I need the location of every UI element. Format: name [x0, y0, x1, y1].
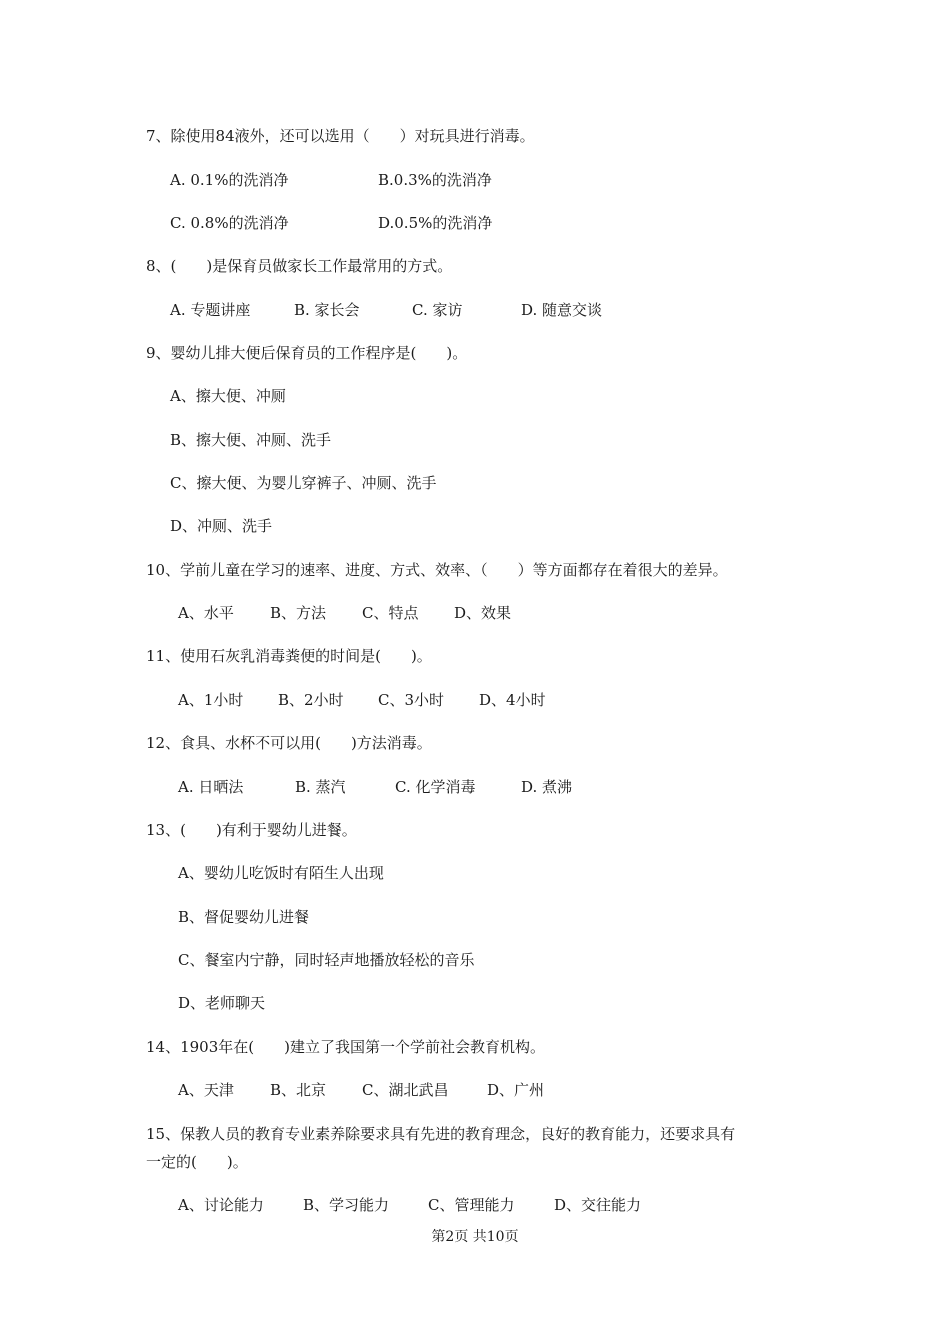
question-12-option-a: A. 日晒法 — [178, 778, 244, 796]
question-9-stem: 9、婴幼儿排大便后保育员的工作程序是( )。 — [146, 344, 468, 362]
question-9-option-c: C、擦大便、为婴儿穿裤子、冲厕、洗手 — [170, 474, 437, 492]
question-11-option-d: D、4小时 — [479, 691, 546, 709]
question-14-option-c: C、湖北武昌 — [362, 1081, 449, 1099]
question-13-stem: 13、( )有利于婴幼儿进餐。 — [146, 821, 357, 839]
question-8-option-c: C. 家访 — [412, 301, 463, 319]
question-9-option-b: B、擦大便、冲厕、洗手 — [170, 431, 332, 449]
question-7-stem: 7、除使用84液外，还可以选用（ ）对玩具进行消毒。 — [146, 127, 535, 145]
question-12-option-c: C. 化学消毒 — [395, 778, 476, 796]
question-8-option-d: D. 随意交谈 — [521, 301, 603, 319]
question-8-option-b: B. 家长会 — [294, 301, 360, 319]
question-15-stem: 15、保教人员的教育专业素养除要求具有先进的教育理念，良好的教育能力，还要求具有 — [146, 1125, 736, 1143]
page-number-footer: 第2页 共10页 — [431, 1229, 519, 1245]
question-7-option-c: C. 0.8%的洗消净 — [170, 214, 289, 232]
question-9-option-a: A、擦大便、冲厕 — [170, 387, 286, 405]
question-9-option-d: D、冲厕、洗手 — [170, 517, 273, 535]
question-7-option-a: A. 0.1%的洗消净 — [170, 171, 289, 189]
question-11-stem: 11、使用石灰乳消毒粪便的时间是( )。 — [146, 647, 432, 665]
question-7-option-b: B.0.3%的洗消净 — [378, 171, 492, 189]
question-11-option-b: B、2小时 — [278, 691, 344, 709]
question-11-option-c: C、3小时 — [378, 691, 445, 709]
question-15-option-d: D、交往能力 — [554, 1196, 642, 1214]
question-13-option-b: B、督促婴幼儿进餐 — [178, 908, 310, 926]
question-15-option-b: B、学习能力 — [303, 1196, 390, 1214]
question-14-option-d: D、广州 — [487, 1081, 545, 1099]
question-12-option-b: B. 蒸汽 — [295, 778, 346, 796]
question-14-option-a: A、天津 — [178, 1081, 234, 1099]
question-14-stem: 14、1903年在( )建立了我国第一个学前社会教育机构。 — [146, 1038, 545, 1056]
question-13-option-d: D、老师聊天 — [178, 994, 266, 1012]
question-10-option-d: D、效果 — [454, 604, 512, 622]
question-7-option-d: D.0.5%的洗消净 — [378, 214, 493, 232]
question-10-option-b: B、方法 — [270, 604, 327, 622]
question-15-stem-continuation: 一定的( )。 — [146, 1153, 248, 1171]
question-11-option-a: A、1小时 — [178, 691, 244, 709]
question-10-stem: 10、学前儿童在学习的速率、进度、方式、效率、（ ）等方面都存在着很大的差异。 — [146, 561, 728, 579]
question-10-option-a: A、水平 — [178, 604, 234, 622]
question-15-option-a: A、讨论能力 — [178, 1196, 264, 1214]
question-8-stem: 8、( )是保育员做家长工作最常用的方式。 — [146, 257, 453, 275]
question-8-option-a: A. 专题讲座 — [170, 301, 251, 319]
question-14-option-b: B、北京 — [270, 1081, 327, 1099]
question-13-option-c: C、餐室内宁静，同时轻声地播放轻松的音乐 — [178, 951, 475, 969]
question-13-option-a: A、婴幼儿吃饭时有陌生人出现 — [178, 864, 384, 882]
question-10-option-c: C、特点 — [362, 604, 419, 622]
question-12-option-d: D. 煮沸 — [521, 778, 573, 796]
question-15-option-c: C、管理能力 — [428, 1196, 515, 1214]
question-12-stem: 12、食具、水杯不可以用( )方法消毒。 — [146, 734, 432, 752]
